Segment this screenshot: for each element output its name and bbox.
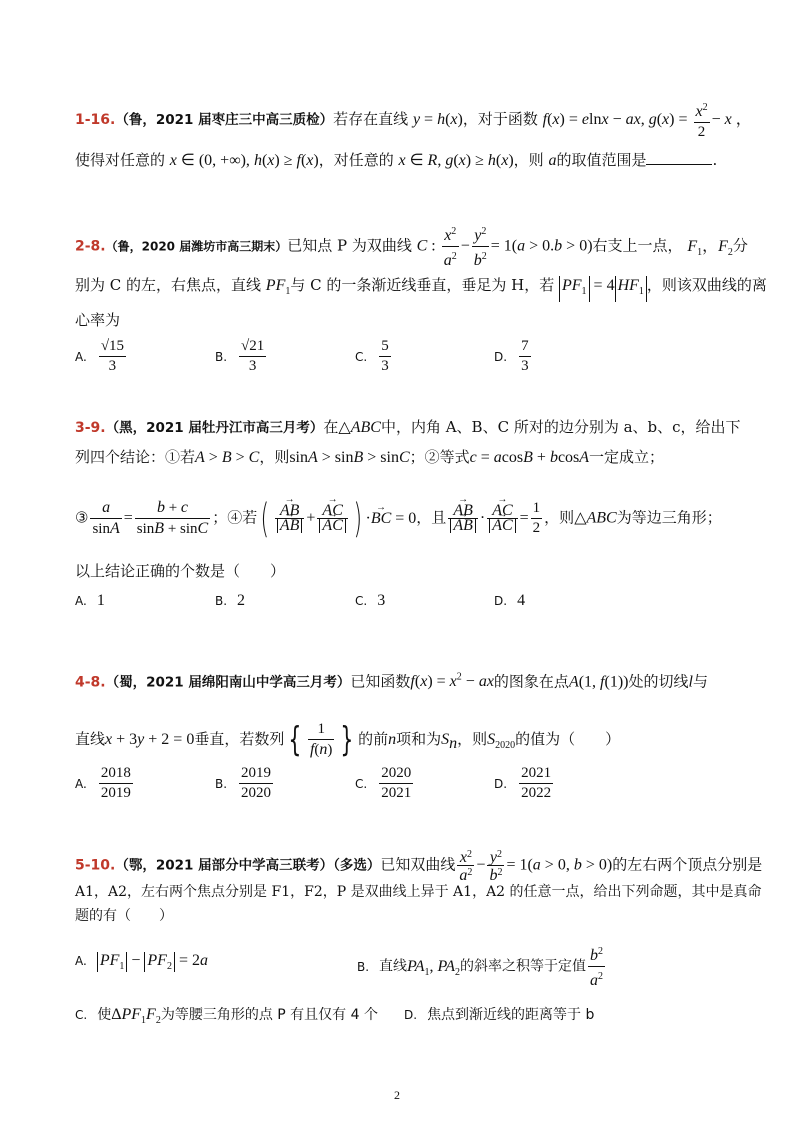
q5-line2: A1，A2，左右两个焦点分别是 F1，F2，P 是双曲线上异于 A1，A2 的任意一点，给出下列命题，其中是真命 (75, 884, 762, 900)
q4-line1: 4-8.（蜀，2021 届绵阳南山中学高三月考）已知函数$f(x) = x^2$ − ax的图象在点A(1, f(1))处的切线l与 (75, 672, 708, 691)
q4-option-c[interactable]: C. $\frac{2020}{2021}$ (355, 765, 412, 801)
q5-line3: 题的有（ ） (75, 908, 173, 924)
q2-number: 2-8. (75, 238, 106, 255)
q3-line2: 列四个结论：①若A > B > C，则sinA > sinB > sinC；②等式c = acosB + bcosA一定成立； (75, 448, 665, 466)
q2-option-b[interactable]: B. $\frac{√21}{3}$ (215, 338, 265, 374)
q1-source: （鲁，2021 届枣庄三中高三质检） (115, 112, 334, 128)
q2-option-a[interactable]: A. $\frac{√15}{3}$ (75, 338, 125, 374)
q5-source: （鄂，2021 届部分中学高三联考）（多选） (115, 857, 381, 874)
q2-line1: 2-8.（鲁，2020 届潍坊市高三期末）已知点 P 为双曲线 C : $\frac{x^2}{a^2}$ − $\frac{y^2}{b^2}$ = 1(a > 0.b > 0)右支上一点， $F_1$，$F_2$分 (75, 222, 748, 271)
q3-option-c[interactable]: C. 3 (355, 592, 386, 609)
q4-option-d[interactable]: D. $\frac{2021}{2022}$ (494, 765, 552, 801)
q2-line3: 心率为 (75, 311, 121, 329)
q3-source: （黑，2021 届牡丹江市高三月考） (105, 420, 324, 436)
q2-source: （鲁，2020 届潍坊市高三期末） (105, 239, 288, 254)
q1-number: 1-16. (75, 112, 116, 128)
q4-option-b[interactable]: B. $\frac{2019}{2020}$ (215, 765, 272, 801)
q2-line2: 别为 C 的左，右焦点，直线 $PF_1$与 C 的一条渐近线垂直，垂足为 H，若 $PF_1 = 4$ $HF_1$ ，则该双曲线的离 (75, 275, 767, 302)
q1-line1: 1-16.（鲁，2021 届枣庄三中高三质检）若存在直线 y = h(x)，对于函数 f(x) = elnx − ax, g(x) = $\frac{x^2}{2}$ − x ， (75, 98, 752, 142)
q4-number: 4-8. (75, 674, 106, 691)
q4-source: （蜀，2021 届绵阳南山中学高三月考） (105, 674, 351, 691)
q2-option-c[interactable]: C. $\frac{5}{3}$ (355, 338, 389, 374)
q5-line1: 5-10.（鄂，2021 届部分中学高三联考）（多选）已知双曲线 $\frac{x^2}{a^2}$ − $\frac{y^2}{b^2}$ = 1(a > 0, b > 0)的左右两个顶点分别是 (75, 849, 763, 884)
q5-option-d[interactable]: D. 焦点到渐近线的距离等于 b (404, 1007, 595, 1023)
q3-option-b[interactable]: B. 2 (215, 592, 246, 609)
q3-line3: ③ $\frac{a}{\sin A}$ = $\frac{b + c}{\sin B + \sin C}$ ；④若( → AB → AB + → AC → AC ) ·→ BC = 0，且 → AB → AB · → AC → AC = $\frac{1}{2}$ ，则△ABC为等边三角形； (75, 498, 722, 539)
q1-line2: 使得对任意的 x ∈ (0, +∞), h(x) ≥ f(x)，对任意的 x ∈ R, g(x) ≥ h(x)，则 a的取值范围是 . (75, 151, 718, 169)
q5-option-c[interactable]: C. 使$\Delta PF_1F_2$为等腰三角形的点 P 有且仅有 4 个 (75, 1006, 378, 1027)
q3-option-d[interactable]: D. 4 (494, 592, 526, 609)
q4-option-a[interactable]: A. $\frac{2018}{2019}$ (75, 765, 131, 801)
q5-option-a[interactable]: A. $PF_1 - PF_2 = 2a$ (75, 952, 208, 973)
q5-option-b[interactable]: B. 直线$PA_1$, $PA_2$的斜率之积等于定值 $\frac{b^2}{a^2}$ (357, 942, 607, 991)
q3-option-a[interactable]: A. 1 (75, 592, 105, 609)
page-number: 2 (394, 1088, 400, 1102)
q2-option-d[interactable]: D. $\frac{7}{3}$ (494, 338, 529, 374)
q3-number: 3-9. (75, 420, 106, 436)
q3-line1: 3-9.（黑，2021 届牡丹江市高三月考）在△ABC中，内角 A、B、C 所对的边分别为 a、b、c，给出下 (75, 418, 741, 436)
q5-number: 5-10. (75, 857, 116, 874)
q1-answer-blank (646, 150, 712, 165)
q4-line2: 直线x + 3y + 2 = 0垂直，若数列 { $\frac{1}{f(n)}$ } 的前n项和为$S_n$，则$S_{2020}$的值为（ ） (75, 720, 621, 760)
q3-line4: 以上结论正确的个数是（ ） (75, 562, 286, 580)
